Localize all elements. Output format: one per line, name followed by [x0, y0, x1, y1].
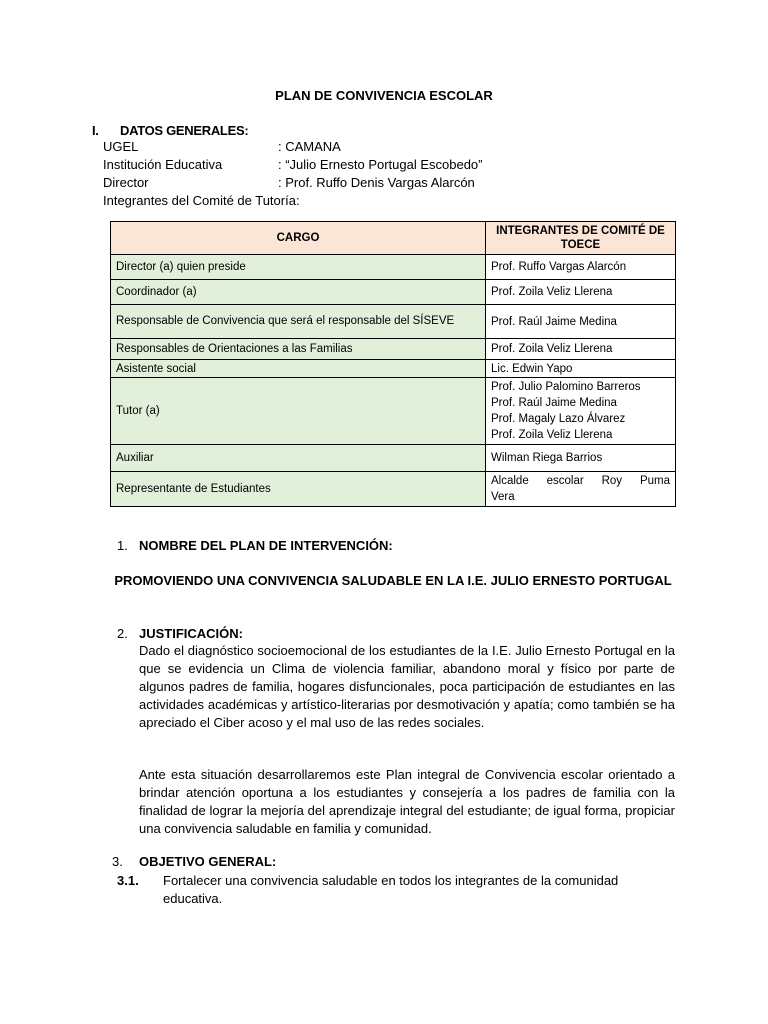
table-row: [111, 378, 676, 445]
cell-cargo: Coordinador (a): [111, 280, 486, 305]
cell-cargo: Auxiliar: [111, 445, 486, 472]
cell-integrante: Wilman Riega Barrios: [486, 445, 676, 472]
item-number: 2.: [117, 626, 128, 641]
header-cargo: CARGO: [111, 222, 486, 255]
table-row: [111, 280, 676, 305]
section-datos-generales-heading: [92, 123, 248, 138]
cell-cargo: Representante de Estudiantes: [111, 472, 486, 507]
header-integrantes: INTEGRANTES DE COMITÉ DE TOECE: [486, 222, 676, 255]
cell-cargo: Director (a) quien preside: [111, 255, 486, 280]
item-heading-text: NOMBRE DEL PLAN DE INTERVENCIÓN:: [139, 538, 393, 553]
cell-cargo: Tutor (a): [111, 378, 486, 445]
table-row: [111, 339, 676, 360]
table-row: [111, 445, 676, 472]
table-row: [111, 305, 676, 339]
section-heading-text: DATOS GENERALES:: [120, 123, 249, 138]
cell-integrante: Prof. Magaly Lazo Álvarez: [491, 413, 626, 425]
cell-integrantes-list: [486, 472, 676, 507]
cell-cargo: Responsable de Convivencia que será el responsable del SÍSEVE: [111, 305, 486, 339]
general-value: : CAMANA: [278, 139, 341, 154]
cell-integrante: Prof. Ruffo Vargas Alarcón: [486, 255, 676, 280]
cell-integrante: Prof. Zoila Veliz Llerena: [486, 339, 676, 360]
cell-integrante: Alcalde escolar Roy Puma: [491, 475, 670, 487]
item-heading-text: OBJETIVO GENERAL:: [139, 854, 277, 869]
cell-cargo: Asistente social: [111, 360, 486, 378]
table-row: [111, 255, 676, 280]
general-label: UGEL: [103, 139, 139, 154]
cell-integrante: Prof. Julio Palomino Barreros: [491, 381, 641, 393]
document-title: PLAN DE CONVIVENCIA ESCOLAR: [275, 88, 493, 103]
objective-text: Fortalecer una convivencia saludable en todos los integrantes de la comunidad educativa.: [163, 873, 619, 906]
cell-integrante: Prof. Raúl Jaime Medina: [491, 397, 617, 409]
general-value: : “Julio Ernesto Portugal Escobedo”: [278, 157, 483, 172]
table-row: [111, 472, 676, 507]
committee-table: [110, 221, 676, 507]
item-number: 1.: [117, 538, 128, 553]
table-row: [111, 360, 676, 378]
cell-integrante: Prof. Zoila Veliz Llerena: [491, 429, 613, 441]
general-label: Institución Educativa: [103, 157, 223, 172]
general-value: : Prof. Ruffo Denis Vargas Alarcón: [278, 175, 475, 190]
table-header-row: [111, 222, 676, 255]
cell-integrante: Prof. Zoila Veliz Llerena: [486, 280, 676, 305]
cell-integrante: Lic. Edwin Yapo: [486, 360, 676, 378]
cell-integrante: Vera: [491, 491, 515, 503]
item-heading-text: JUSTIFICACIÓN:: [139, 626, 243, 641]
objective-number: 3.1.: [117, 873, 139, 888]
item-number: 3.: [112, 854, 123, 869]
general-label: Director: [103, 175, 149, 190]
justification-paragraph-1: Dado el diagnóstico socioemocional de los estudiantes de la I.E. Julio Ernesto Portugal en la que se evidencia un Clima de violencia familiar, abandono moral y físico por parte de algunos padres de familia, hogares disfuncionales, poca participación de estudiantes en las actividades académicas y artístico-literarias por desmotivación y apatía; como también se ha apreciado el Ciber acoso y el mal uso de las redes sociales.: [139, 643, 675, 730]
cell-cargo: Responsables de Orientaciones a las Familias: [111, 339, 486, 360]
plan-name: PROMOVIENDO UNA CONVIVENCIA SALUDABLE EN LA I.E. JULIO ERNESTO PORTUGAL: [114, 573, 672, 588]
section-number: I.: [92, 123, 99, 138]
justification-paragraph-2: Ante esta situación desarrollaremos este Plan integral de Convivencia escolar orientado a brindar atención oportuna a los estudiantes y consejería a los padres de familia con la finalidad de lograr la mejoría del aprendizaje integral del estudiante; de igual forma, propiciar una convivencia saludable en familia y comunidad.: [139, 767, 675, 836]
cell-integrante: Prof. Raúl Jaime Medina: [486, 305, 676, 339]
committee-intro: Integrantes del Comité de Tutoría:: [103, 193, 300, 208]
cell-integrantes-list: [486, 378, 676, 445]
